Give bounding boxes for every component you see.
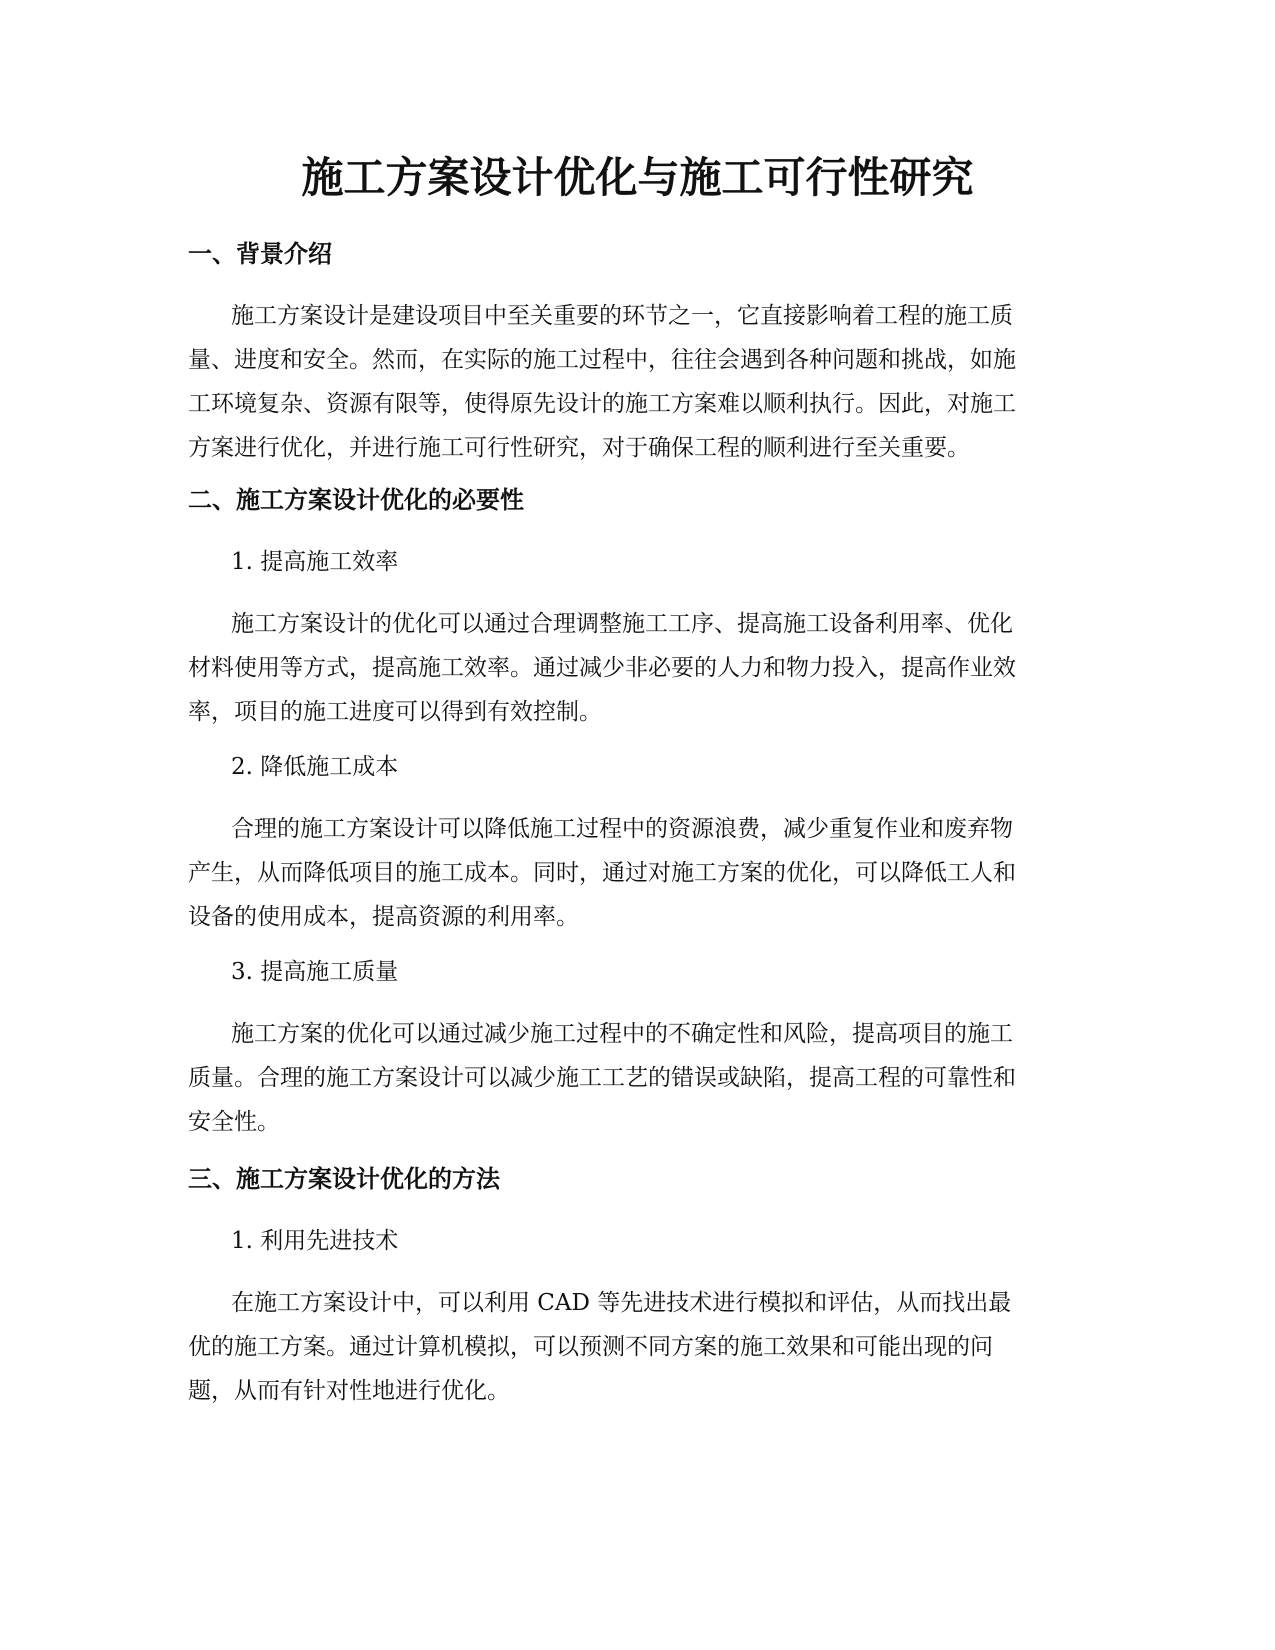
paragraph-line: 量、进度和安全。然而，在实际的施工过程中，往往会遇到各种问题和挑战，如施 bbox=[188, 347, 1016, 373]
section-heading-necessity: 二、施工方案设计优化的必要性 bbox=[188, 486, 524, 514]
paragraph-line: 率，项目的施工进度可以得到有效控制。 bbox=[188, 699, 602, 725]
section-heading-methods: 三、施工方案设计优化的方法 bbox=[188, 1165, 500, 1193]
section-heading-background: 一、背景介绍 bbox=[188, 240, 332, 268]
paragraph-advanced-tech bbox=[188, 1281, 1088, 1413]
paragraph-line: 安全性。 bbox=[188, 1109, 280, 1135]
subheading-cost: 2. 降低施工成本 bbox=[231, 754, 399, 780]
paragraph-line: 工环境复杂、资源有限等，使得原先设计的施工方案难以顺利执行。因此，对施工 bbox=[188, 391, 1016, 417]
paragraph-cost bbox=[188, 807, 1088, 939]
paragraph-line: 施工方案的优化可以通过减少施工过程中的不确定性和风险，提高项目的施工 bbox=[231, 1021, 1013, 1047]
paragraph-line: 优的施工方案。通过计算机模拟，可以预测不同方案的施工效果和可能出现的问 bbox=[188, 1334, 993, 1360]
subheading-efficiency: 1. 提高施工效率 bbox=[231, 549, 399, 575]
paragraph-background bbox=[188, 294, 1088, 470]
paragraph-line: 方案进行优化，并进行施工可行性研究，对于确保工程的顺利进行至关重要。 bbox=[188, 435, 970, 461]
paragraph-line: 质量。合理的施工方案设计可以减少施工工艺的错误或缺陷，提高工程的可靠性和 bbox=[188, 1065, 1016, 1091]
paragraph-efficiency bbox=[188, 602, 1088, 734]
paragraph-line: 材料使用等方式，提高施工效率。通过减少非必要的人力和物力投入，提高作业效 bbox=[188, 655, 1016, 681]
paragraph-line: 产生，从而降低项目的施工成本。同时，通过对施工方案的优化，可以降低工人和 bbox=[188, 860, 1016, 886]
paragraph-line: 设备的使用成本，提高资源的利用率。 bbox=[188, 904, 579, 930]
paragraph-line: 合理的施工方案设计可以降低施工过程中的资源浪费，减少重复作业和废弃物 bbox=[231, 816, 1013, 842]
document-title: 施工方案设计优化与施工可行性研究 bbox=[301, 153, 974, 202]
paragraph-quality bbox=[188, 1012, 1088, 1144]
subheading-advanced-tech: 1. 利用先进技术 bbox=[231, 1228, 399, 1254]
paragraph-line: 施工方案设计的优化可以通过合理调整施工工序、提高施工设备利用率、优化 bbox=[231, 611, 1013, 637]
paragraph-line: 题，从而有针对性地进行优化。 bbox=[188, 1378, 510, 1404]
paragraph-line: 在施工方案设计中，可以利用 CAD 等先进技术进行模拟和评估，从而找出最 bbox=[231, 1290, 1012, 1316]
paragraph-line: 施工方案设计是建设项目中至关重要的环节之一，它直接影响着工程的施工质 bbox=[231, 303, 1013, 329]
subheading-quality: 3. 提高施工质量 bbox=[231, 959, 399, 985]
